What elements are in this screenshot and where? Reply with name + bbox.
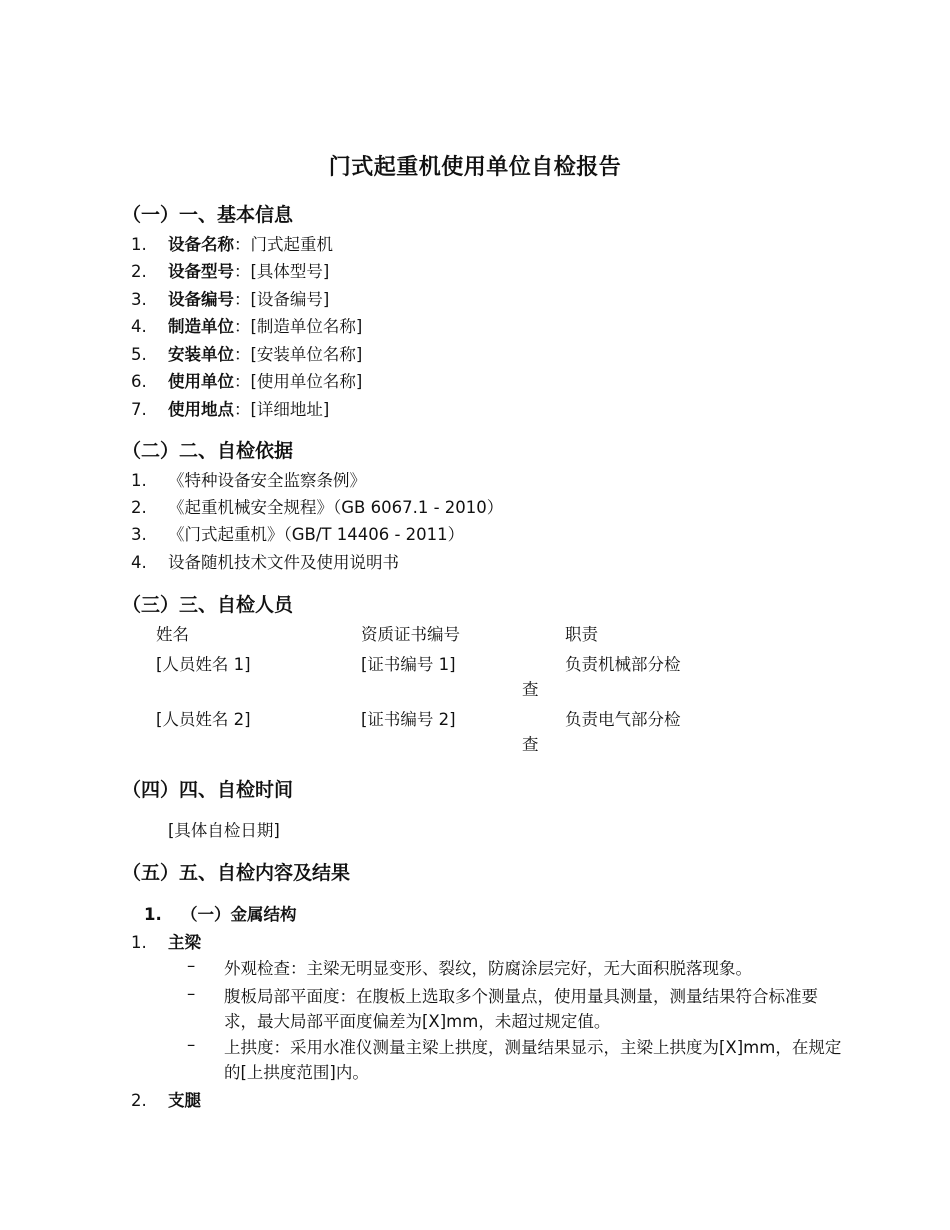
- bullet-text: 上拱度：采用水准仪测量主梁上拱度，测量结果显示，主梁上拱度为[X]mm，在规定的[上拱度范围]内。: [224, 1038, 842, 1082]
- bullet-dash: –: [187, 1035, 196, 1054]
- table-cell-cert: [证书编号 1]: [361, 655, 456, 674]
- table-header-duty: 职责: [565, 625, 598, 644]
- table-cell-duty-wrap: 查: [522, 735, 539, 754]
- section-heading-basic-info: （一）一、基本信息: [122, 204, 294, 226]
- table-header-cert: 资质证书编号: [361, 625, 460, 644]
- list-item: 6. 使用单位：[使用单位名称]: [131, 372, 363, 391]
- list-item: 1. 设备名称：门式起重机: [131, 235, 333, 254]
- table-cell-name: [人员姓名 1]: [156, 655, 251, 674]
- inspection-date: [具体自检日期]: [168, 821, 280, 840]
- bullet-dash: –: [187, 984, 196, 1003]
- table-cell-duty: 负责电气部分检: [565, 710, 681, 729]
- list-item: 2. 《起重机械安全规程》（GB 6067.1 - 2010）: [131, 498, 504, 517]
- section-heading-time: （四）四、自检时间: [122, 779, 294, 801]
- table-cell-duty: 负责机械部分检: [565, 655, 681, 674]
- list-item: 2. 设备型号：[具体型号]: [131, 262, 330, 281]
- list-item: 1. 《特种设备安全监察条例》: [131, 471, 366, 490]
- bullet-text: 外观检查：主梁无明显变形、裂纹，防腐涂层完好，无大面积脱落现象。: [224, 959, 752, 978]
- list-item: 1. 主梁: [131, 933, 201, 952]
- table-cell-duty-wrap: 查: [522, 680, 539, 699]
- table-cell-cert: [证书编号 2]: [361, 710, 456, 729]
- list-item: 5. 安装单位：[安装单位名称]: [131, 345, 363, 364]
- bullet-text: 腹板局部平面度：在腹板上选取多个测量点，使用量具测量，测量结果符合标准要求，最大局部平面度偏差为[X]mm，未超过规定值。: [224, 987, 818, 1031]
- list-item: 4. 制造单位：[制造单位名称]: [131, 317, 363, 336]
- list-item: 2. 支腿: [131, 1091, 201, 1110]
- subsection-heading-metal-structure: 1. （一）金属结构: [144, 905, 297, 924]
- report-title: 门式起重机使用单位自检报告: [328, 155, 622, 180]
- list-item: 3. 《门式起重机》（GB/T 14406 - 2011）: [131, 525, 465, 544]
- table-header-name: 姓名: [156, 625, 189, 644]
- section-heading-basis: （二）二、自检依据: [122, 440, 294, 462]
- bullet-dash: –: [187, 956, 196, 975]
- list-item: 4. 设备随机技术文件及使用说明书: [131, 553, 399, 572]
- list-item: 3. 设备编号：[设备编号]: [131, 290, 330, 309]
- section-heading-personnel: （三）三、自检人员: [122, 594, 294, 616]
- table-cell-name: [人员姓名 2]: [156, 710, 251, 729]
- list-item: 7. 使用地点：[详细地址]: [131, 400, 330, 419]
- section-heading-content: （五）五、自检内容及结果: [122, 862, 351, 884]
